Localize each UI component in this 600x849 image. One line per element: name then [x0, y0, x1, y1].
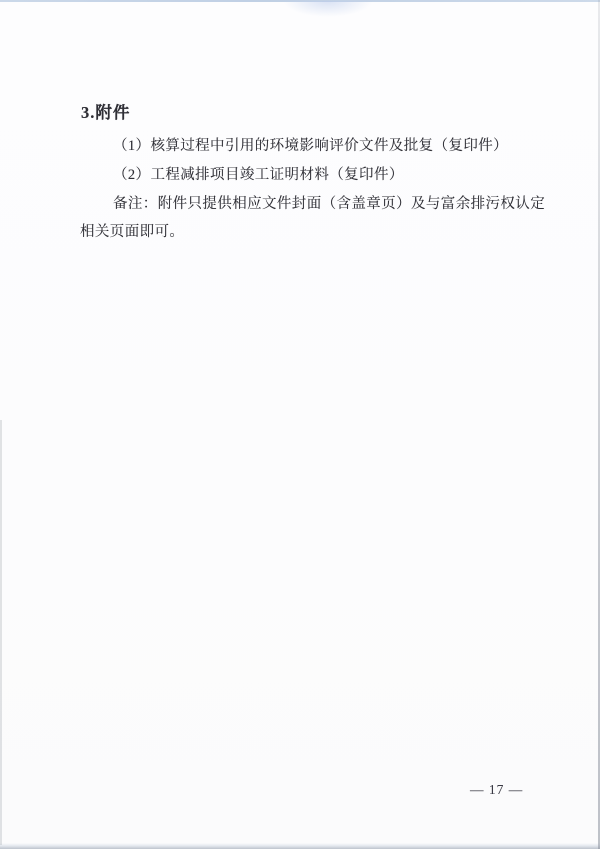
page-number: — 17 — [470, 782, 524, 797]
attachment-item-1: （1）核算过程中引用的环境影响评价文件及批复（复印件） [113, 138, 509, 154]
section-heading: 3.附件 [81, 103, 131, 122]
note-line-1: 备注：附件只提供相应文件封面（含盖章页）及与富余排污权认定 [113, 196, 546, 212]
scan-edge-bottom [0, 843, 600, 849]
attachment-item-2: （2）工程减排项目竣工证明材料（复印件） [113, 167, 404, 183]
scan-smudge [283, 1, 373, 17]
note-line-2: 相关页面即可。 [80, 224, 185, 240]
scan-edge-left [0, 420, 2, 845]
